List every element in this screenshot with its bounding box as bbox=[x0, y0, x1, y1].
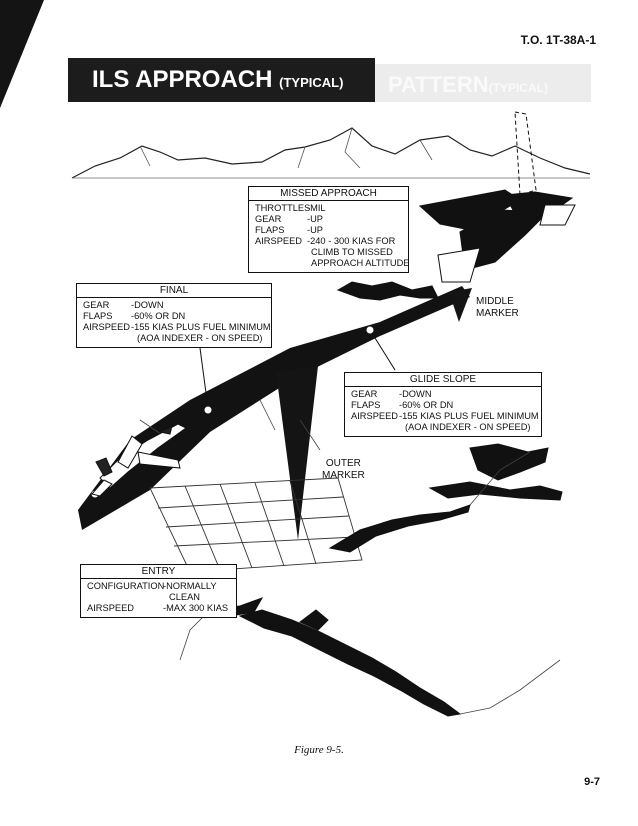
outer-marker-label: OUTER MARKER bbox=[322, 458, 365, 481]
entry-row: CLEAN bbox=[169, 592, 201, 602]
glide-slope-heading: GLIDE SLOPE bbox=[345, 373, 541, 387]
glide-slope-row: AIRSPEED -155 KIAS PLUS FUEL MINIMUM bbox=[351, 411, 539, 421]
runway bbox=[420, 112, 575, 282]
glide-slope-box bbox=[344, 372, 542, 437]
missed-approach-row: GEAR -UP bbox=[255, 214, 324, 224]
figure-caption: Figure 9-5. bbox=[294, 744, 344, 756]
glide-slope-row: GEAR -DOWN bbox=[351, 389, 432, 399]
ground-grid bbox=[150, 478, 362, 572]
final-row: AIRSPEED -155 KIAS PLUS FUEL MINIMUM bbox=[83, 322, 271, 332]
glide-slope-row: (AOA INDEXER - ON SPEED) bbox=[405, 422, 531, 432]
title-text: ILS APPROACH bbox=[92, 66, 273, 93]
mountain-range bbox=[72, 128, 590, 178]
missed-approach-box bbox=[248, 186, 409, 273]
entry-heading: ENTRY bbox=[81, 565, 236, 579]
final-row: FLAPS -60% OR DN bbox=[83, 311, 186, 321]
missed-approach-row: FLAPS -UP bbox=[255, 225, 324, 235]
ghost-title: PATTERN(TYPICAL) bbox=[388, 72, 548, 97]
final-box bbox=[76, 283, 272, 348]
missed-approach-heading: MISSED APPROACH bbox=[249, 187, 408, 201]
entry-row: AIRSPEED -MAX 300 KIAS bbox=[87, 603, 229, 613]
final-heading: FINAL bbox=[77, 284, 271, 298]
glide-slope-point bbox=[367, 327, 374, 334]
final-point bbox=[205, 407, 212, 414]
middle-marker-label: MIDDLE MARKER bbox=[476, 296, 519, 319]
missed-approach-row: APPROACH ALTITUDE bbox=[311, 258, 410, 268]
glide-slope-leader bbox=[370, 330, 395, 370]
final-row: GEAR -DOWN bbox=[83, 300, 164, 310]
outer-marker-beam bbox=[276, 366, 318, 540]
entry-row: CONFIGURATION -NORMALLY bbox=[87, 581, 217, 591]
ghost-subtitle: (TYPICAL) bbox=[488, 81, 548, 95]
entry-box bbox=[80, 564, 237, 618]
document-number: T.O. 1T-38A-1 bbox=[520, 33, 596, 47]
page-number: 9-7 bbox=[584, 776, 600, 788]
title-subtitle: (TYPICAL) bbox=[279, 75, 344, 90]
glide-slope-row: FLAPS -60% OR DN bbox=[351, 400, 454, 410]
middle-marker-beam bbox=[449, 288, 472, 322]
missed-approach-row: AIRSPEED -240 - 300 KIAS FOR bbox=[255, 236, 396, 246]
missed-approach-row: THROTTLES -MIL bbox=[255, 203, 326, 213]
final-row: (AOA INDEXER - ON SPEED) bbox=[137, 333, 263, 343]
missed-approach-row: CLIMB TO MISSED bbox=[311, 247, 393, 257]
